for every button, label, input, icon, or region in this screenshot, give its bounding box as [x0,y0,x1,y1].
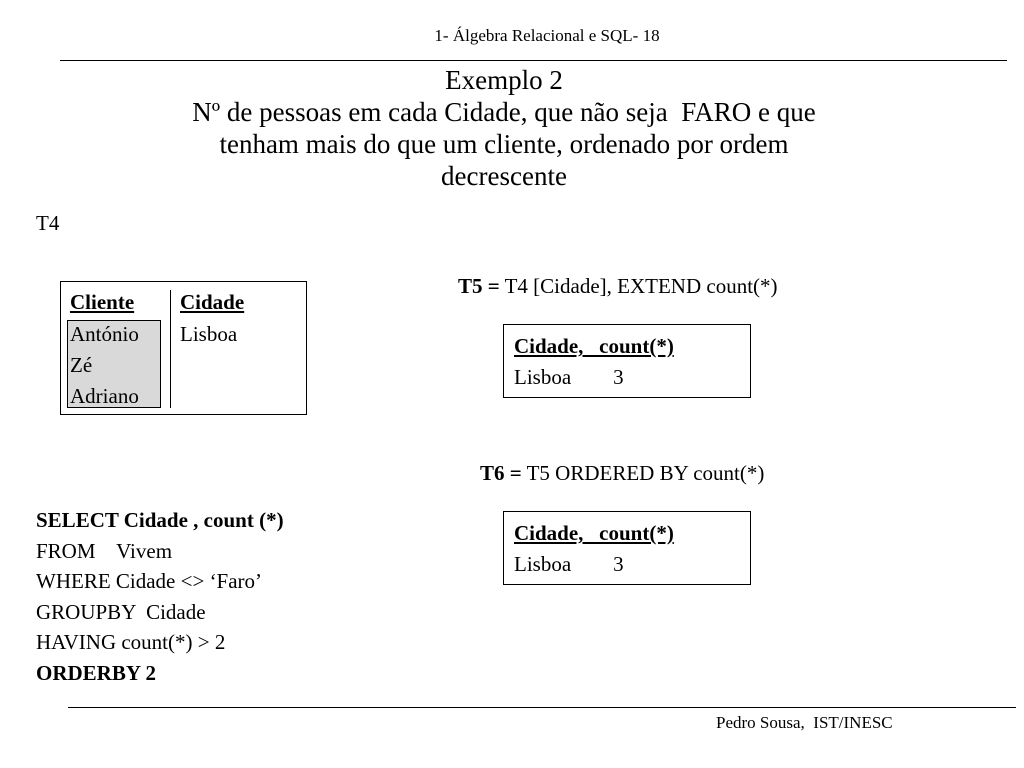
t5-result-row: Lisboa 3 [514,365,624,389]
t6-result-header: Cidade, count(*) [514,521,674,545]
top-rule [60,60,1007,61]
sql-groupby: GROUPBY Cidade [36,599,206,624]
sql-having: HAVING count(*) > 2 [36,630,226,655]
t5-result-header: Cidade, count(*) [514,334,674,358]
t4-cliente-cell: Zé [70,353,93,377]
t4-cliente-cell: Adriano [70,384,139,408]
sql-where: WHERE Cidade <> ‘Faro’ [36,569,263,594]
slide-header: 1- Álgebra Relacional e SQL- 18 [434,26,660,45]
t4-label: T4 [36,211,60,235]
bottom-rule [68,707,1016,708]
sql-query [36,505,284,689]
t6-expression: T5 ORDERED BY count(*) [521,461,765,485]
sql-orderby: ORDERBY 2 [36,660,156,685]
title-line-4: decrescente [441,161,567,191]
slide-footer: Pedro Sousa, IST/INESC [716,713,893,732]
title-line-3: tenham mais do que um cliente, ordenado por ordem [219,129,789,159]
t5-definition [458,274,778,299]
slide-title [80,64,928,192]
title-line-1: Exemplo 2 [445,65,563,95]
sql-select: SELECT Cidade , count (*) [36,508,284,532]
t5-name: T5 = [458,274,500,298]
t4-header-cliente: Cliente [70,290,135,314]
t4-column-divider [170,290,171,408]
t4-cidade-cell: Lisboa [180,322,238,346]
title-line-2: Nº de pessoas em cada Cidade, que não seja FARO e que [192,97,816,127]
t5-expression: T4 [Cidade], EXTEND count(*) [499,274,778,298]
t4-header-cidade: Cidade [180,290,245,314]
t4-cliente-cell: António [70,322,139,346]
t6-name: T6 = [480,461,522,485]
t6-result-row: Lisboa 3 [514,552,624,576]
t6-definition [480,461,764,486]
sql-from: FROM Vivem [36,538,173,563]
